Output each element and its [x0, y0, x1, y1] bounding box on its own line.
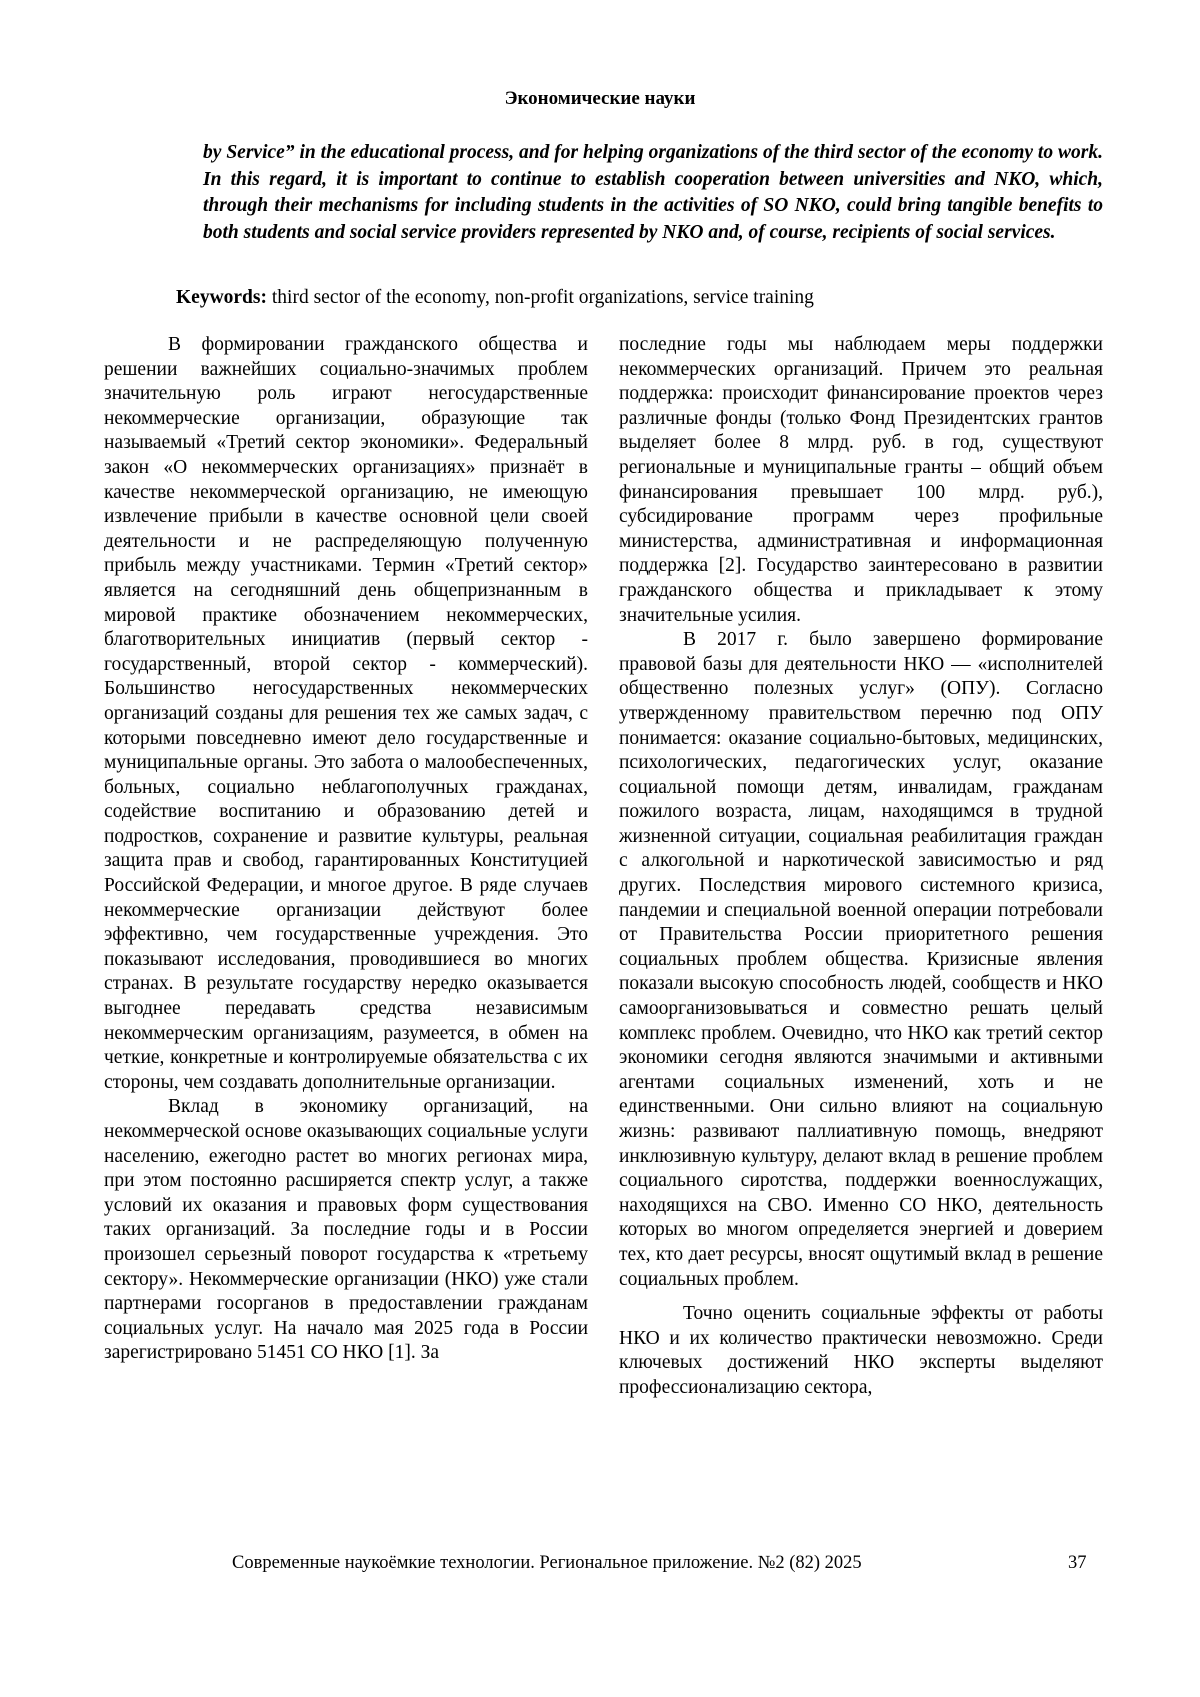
- right-column: [619, 333, 1103, 1401]
- abstract-text: by Service” in the educational process, and for helping organizations of the third sector of the economy to work. In this regard, it is important to continue to establish cooperation between universities and NKO, which, through their mechanisms for including students in the activities of SO NKO, could bring tangible benefits to both students and social service providers represented by NKO and, of course, recipients of social services.: [203, 142, 1103, 243]
- keywords-text: third sector of the economy, non-profit organizations, service training: [267, 287, 814, 308]
- left-paragraph-1: В формировании гражданского общества и решении важнейших социально-значимых проблем значительную роль играют негосударственные некоммерческие организации, образующие так называемый «Третий сектор экономики». Федеральный закон «О некоммерческих организациях» признаёт в качестве некоммерческой организацию, не имеющую извлечение прибыли в качестве основной цели своей деятельности и не распределяющую полученную прибыль между участниками. Термин «Третий сектор» является на сегодняшний день общепризнанным в мировой практике обозначением некоммерческих, благотворительных инициатив (первый сектор - государственный, второй сектор - коммерческий). Большинство негосударственных некоммерческих организаций созданы для решения тех же самых задач, с которыми повседневно имеют дело государственные и муниципальные органы. Это забота о малообеспеченных, больных, социально неблагополучных гражданах, содействие воспитанию и образованию детей и подростков, сохранение и развитие культуры, реальная защита прав и свобод, гарантированных Конституцией Российской Федерации, и многое другое. В ряде случаев некоммерческие организации действуют более эффективно, чем государственные учреждения. Это показывают исследования, проводившиеся во многих странах. В результате государству нередко оказывается выгоднее передавать средства независимым некоммерческим организациям, разумеется, в обмен на четкие, конкретные и контролируемые обязательства с их стороны, чем создавать дополнительные организации.: [104, 334, 588, 1093]
- keywords-line: [176, 287, 1136, 309]
- page-number: 37: [1068, 1553, 1087, 1573]
- left-column: [104, 333, 588, 1366]
- right-paragraph-2: В 2017 г. было завершено формирование правовой базы для деятельности НКО — «исполнителей общественно полезных услуг» (ОПУ). Согласно утвержденному правительством перечню под ОПУ понимается: оказание социально-бытовых, медицинских, психологических, педагогических услуг, оказание социальной помощи детям, инвалидам, гражданам пожилого возраста, лицам, находящимся в трудной жизненной ситуации, социальная реабилитация граждан с алкогольной и наркотической зависимостью и ряд других. Последствия мирового системного кризиса, пандемии и специальной военной операции потребовали от Правительства России приоритетного решения социальных проблем общества. Кризисные явления показали высокую способность людей, сообществ и НКО самоорганизовываться и совместно решать целый комплекс проблем. Очевидно, что НКО как третий сектор экономики сегодня являются значимыми и активными агентами социальных изменений, хоть и не единственными. Они сильно влияют на социальную жизнь: развивают паллиативную помощь, внедряют инклюзивную культуру, делают вклад в решение проблем социального сиротства, поддержки военнослужащих, находящихся на СВО. Именно СО НКО, деятельность которых во многом определяется энергией и доверием тех, кто дает ресурсы, вносят ощутимый вклад в решение социальных проблем.: [619, 629, 1103, 1290]
- journal-title: Современные наукоёмкие технологии. Региональное приложение. №2 (82) 2025: [232, 1553, 862, 1573]
- right-paragraph-3: Точно оценить социальные эффекты от работы НКО и их количество практически невозможно. Среди ключевых достижений НКО эксперты выделяют профессионализацию сектора,: [619, 1303, 1103, 1398]
- right-paragraph-1: последние годы мы наблюдаем меры поддержки некоммерческих организаций. Причем это реальная поддержка: происходит финансирование проектов через различные фонды (только Фонд Президентских грантов выделяет более 8 млрд. руб. в год, существуют региональные и муниципальные гранты – общий объем финансирования превышает 100 млрд. руб.), субсидирование программ через профильные министерства, административная и информационная поддержка [2]. Государство заинтересовано в развитии гражданского общества и прикладывает к этому значительные усилия.: [619, 334, 1103, 626]
- left-paragraph-2: Вклад в экономику организаций, на некоммерческой основе оказывающих социальные услуги населению, ежегодно растет во многих регионах мира, при этом постоянно расширяется спектр услуг, а также условий их оказания и правовых форм существования таких организаций. За последние годы и в России произошел серьезный поворот государства к «третьему сектору». Некоммерческие организации (НКО) уже стали партнерами госорганов в предоставлении гражданам социальных услуг. На начало мая 2025 года в России зарегистрировано 51451 СО НКО [1]. За: [104, 1096, 588, 1364]
- section-header: Экономические науки: [504, 88, 696, 109]
- keywords-label: Keywords:: [176, 287, 267, 308]
